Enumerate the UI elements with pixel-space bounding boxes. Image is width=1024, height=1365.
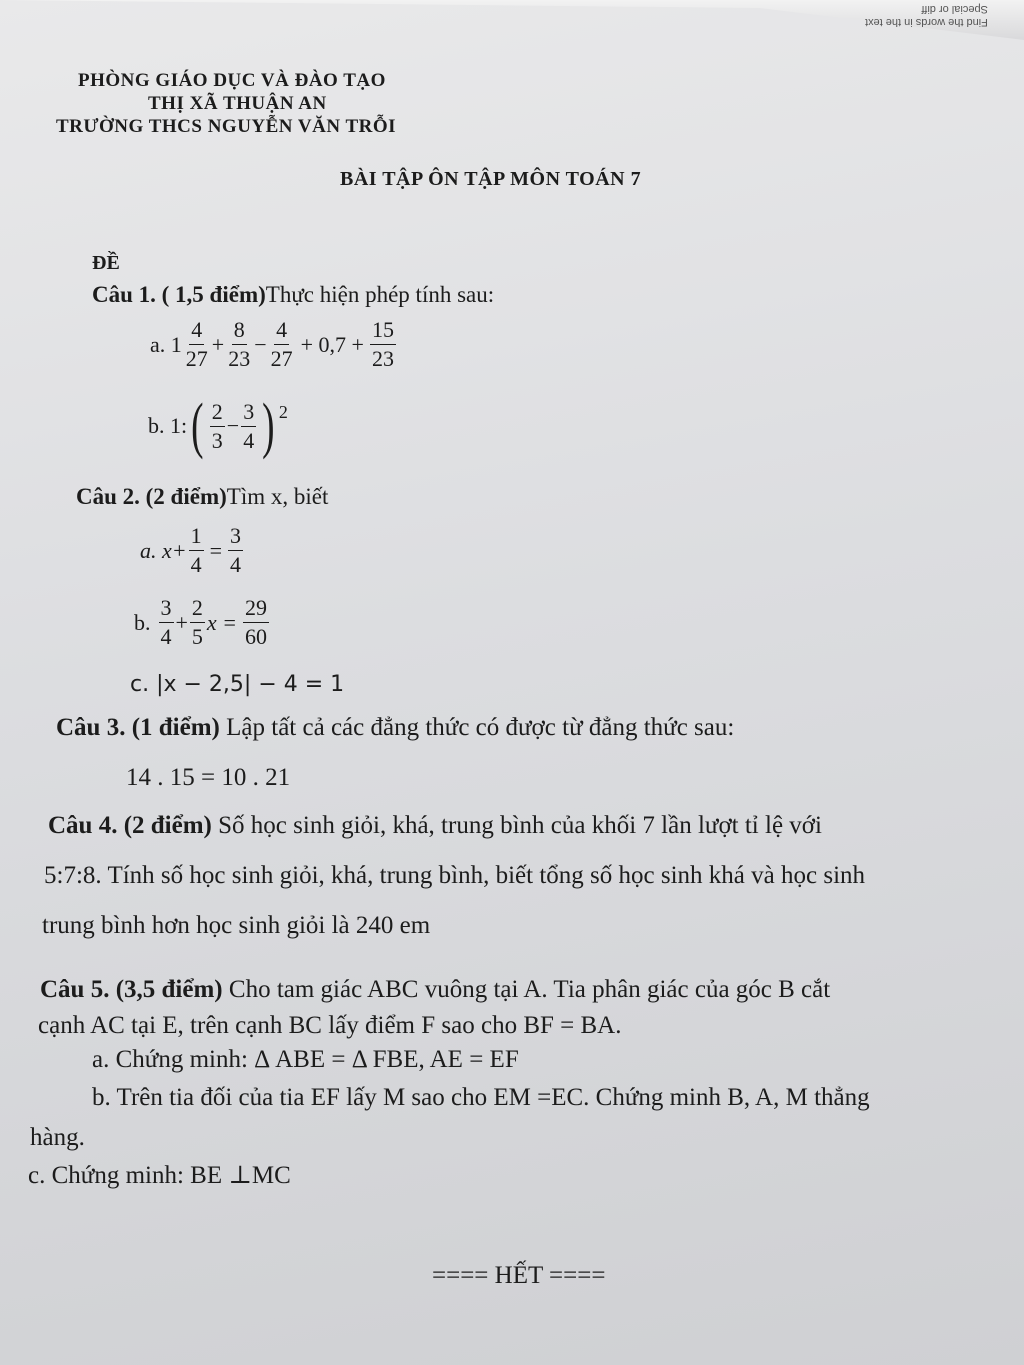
cau2-label: Câu 2. (2 điểm): [76, 484, 227, 509]
page-title: BÀI TẬP ÔN TẬP MÔN TOÁN 7: [340, 168, 642, 190]
cau5-b-line2: hàng.: [30, 1124, 85, 1151]
cau1-a-expression: [150, 316, 398, 373]
cau4-label: Câu 4. (2 điểm): [48, 812, 212, 839]
fraction: [210, 398, 225, 455]
denominator: 4: [230, 552, 242, 577]
cau1-b-expression: [148, 392, 288, 460]
fraction: [241, 398, 256, 455]
header-school: TRƯỜNG THCS NGUYỄN VĂN TRỖI: [56, 116, 397, 137]
cau1-heading: [92, 282, 494, 308]
numerator: 3: [228, 522, 243, 551]
operator: −: [226, 413, 240, 438]
numerator: 3: [241, 398, 256, 427]
operator: +: [211, 331, 225, 357]
operator: +: [175, 609, 188, 635]
numerator: 3: [159, 594, 174, 623]
cau2-c-expression: c. |x − 2,5| − 4 = 1: [130, 672, 345, 697]
cau4-line2: 5:7:8. Tính số học sinh giỏi, khá, trung bình, biết tổng số học sinh khá và học sinh: [44, 862, 866, 889]
fraction: [189, 522, 204, 579]
numerator: 29: [243, 594, 269, 623]
cau1-label: Câu 1. ( 1,5 điểm): [92, 282, 266, 307]
fraction: [269, 316, 295, 373]
denominator: 23: [228, 346, 251, 371]
cau2-heading: [76, 484, 328, 510]
left-paren: (: [191, 392, 204, 460]
cau5-label: Câu 5. (3,5 điểm): [40, 976, 223, 1003]
numerator: 4: [274, 316, 289, 345]
variable-equals: x =: [206, 609, 238, 635]
fraction: [370, 316, 396, 373]
operator: + 0,7 +: [300, 331, 364, 357]
operator: −: [254, 331, 267, 357]
cau1-a-prefix: a. 1: [150, 331, 182, 357]
header-town: THỊ XÃ THUẬN AN: [148, 93, 327, 114]
denominator: 27: [270, 346, 293, 371]
cau5-c: c. Chứng minh: BE ⊥MC: [28, 1162, 291, 1189]
fraction: [226, 316, 252, 373]
equals: =: [209, 537, 223, 563]
cau5-text: Cho tam giác ABC vuông tại A. Tia phân giác của góc B cắt: [222, 976, 831, 1003]
cau3-label: Câu 3. (1 điểm): [56, 714, 220, 741]
denominator: 4: [243, 427, 255, 453]
fraction: [228, 522, 243, 579]
cau5-a: a. Chứng minh: Δ ABE = Δ FBE, AE = EF: [92, 1046, 519, 1073]
fraction: [184, 316, 210, 373]
cau2-a-prefix: a. x+: [140, 537, 187, 563]
right-paren: ): [262, 392, 275, 460]
exponent: 2: [278, 401, 288, 422]
cau4-text: Số học sinh giỏi, khá, trung bình của khối 7 lần lượt tỉ lệ với: [211, 812, 822, 839]
numerator: 2: [210, 398, 225, 427]
cau4-line1: [48, 812, 822, 840]
numerator: 2: [190, 594, 205, 623]
corner-text-2: Special or diff: [921, 3, 988, 15]
cau1-text: Thực hiện phép tính sau:: [265, 282, 495, 307]
mirrored-corner-text: [865, 2, 988, 28]
numerator: 4: [189, 316, 204, 345]
cau1-b-prefix: b. 1:: [148, 413, 188, 438]
header-department: PHÒNG GIÁO DỤC VÀ ĐÀO TẠO: [78, 70, 386, 91]
corner-text-1: Find the words in the text: [865, 16, 988, 28]
footer-end: ==== HẾT ====: [432, 1262, 606, 1289]
cau2-b-expression: [134, 594, 271, 651]
cau5-line2: cạnh AC tại E, trên cạnh BC lấy điểm F sao cho BF = BA.: [38, 1012, 622, 1039]
cau2-b-prefix: b.: [134, 609, 151, 635]
cau4-line3: trung bình hơn học sinh giỏi là 240 em: [42, 912, 431, 939]
cau3-text: Lập tất cả các đẳng thức có được từ đẳng thức sau:: [219, 714, 735, 741]
cau5-line1: [40, 976, 830, 1004]
denominator: 23: [371, 346, 394, 371]
fraction: [190, 594, 205, 651]
de-label: ĐỀ: [92, 252, 120, 274]
numerator: 8: [232, 316, 247, 345]
denominator: 4: [190, 552, 202, 577]
denominator: 27: [185, 346, 208, 371]
numerator: 1: [189, 522, 204, 551]
denominator: 4: [160, 624, 172, 649]
fraction: [243, 594, 269, 651]
fraction: [159, 594, 174, 651]
denominator: 3: [211, 427, 223, 453]
cau2-a-expression: [140, 522, 245, 579]
denominator: 60: [245, 624, 268, 649]
denominator: 5: [191, 624, 203, 649]
cau5-b-line1: b. Trên tia đối của tia EF lấy M sao cho EM =EC. Chứng minh B, A, M thẳng: [92, 1084, 870, 1111]
cau2-text: Tìm x, biết: [226, 484, 329, 509]
cau3-heading: [56, 714, 734, 742]
numerator: 15: [370, 316, 396, 345]
cau3-equation: 14 . 15 = 10 . 21: [126, 764, 291, 791]
